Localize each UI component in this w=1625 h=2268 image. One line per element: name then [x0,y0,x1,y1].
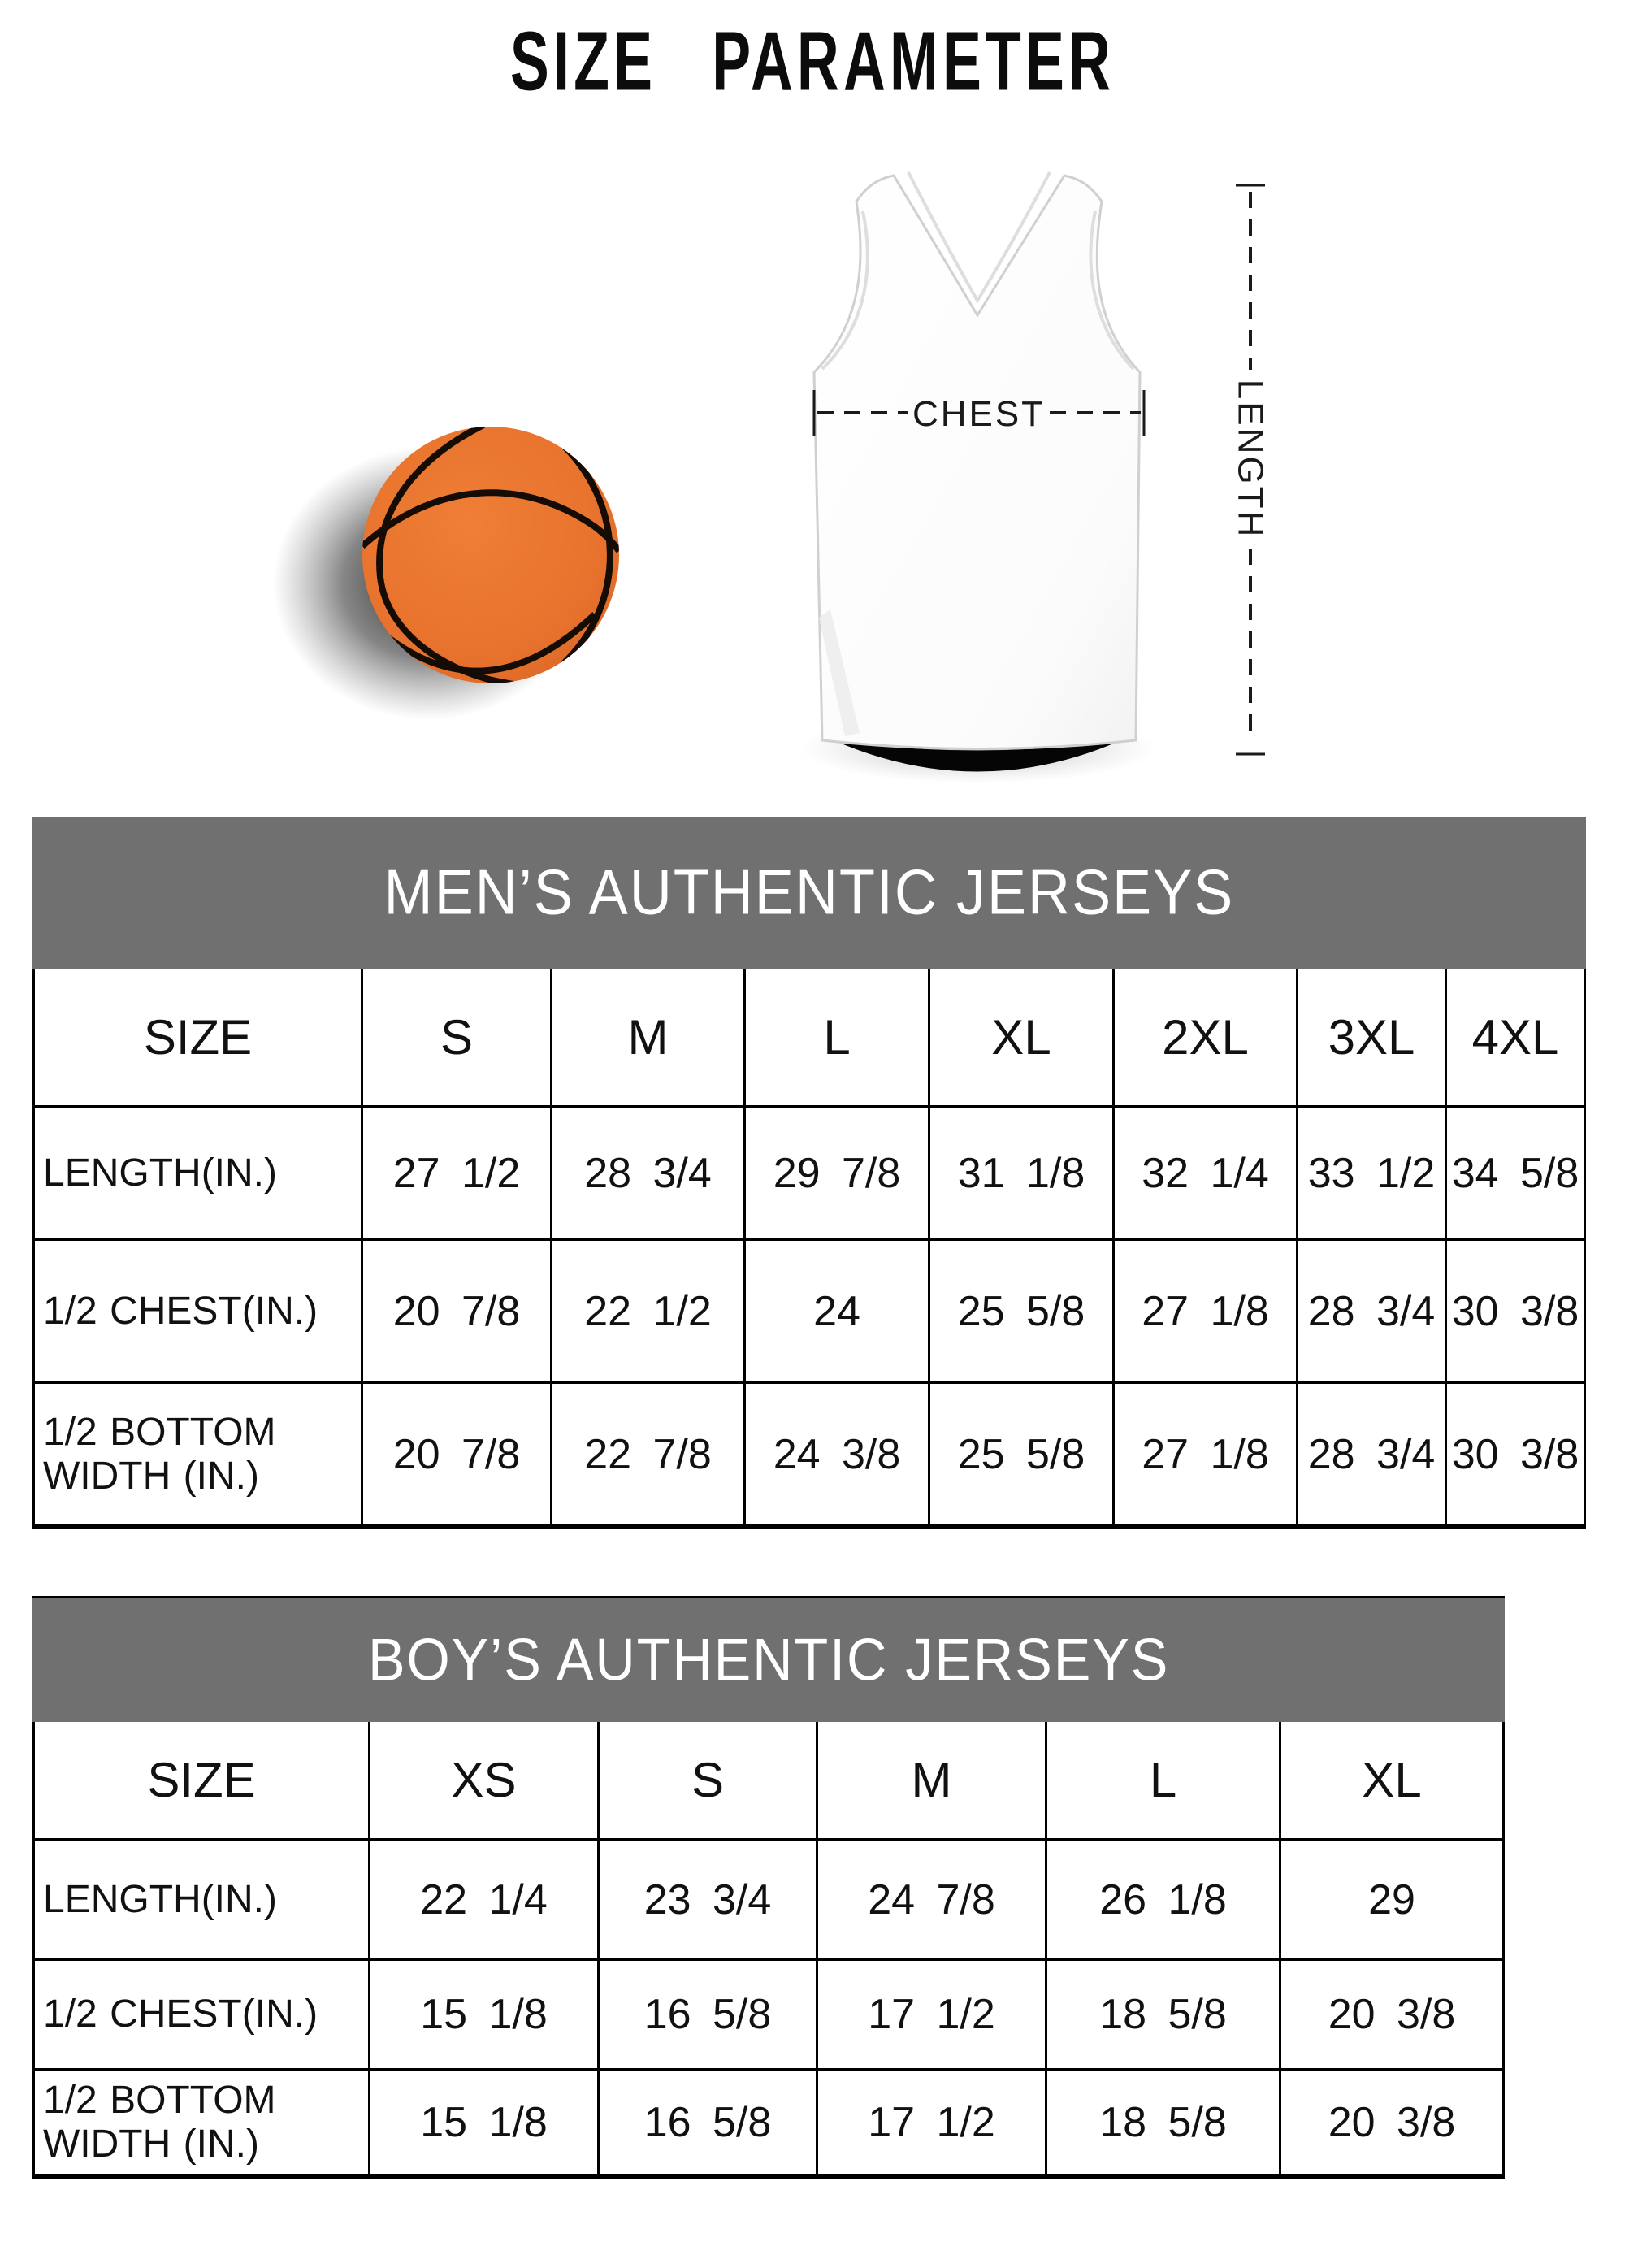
mens-length-m: 28 3/4 [552,1108,746,1241]
boys-col-xl: XL [1281,1722,1505,1841]
mens-bottom-xl: 25 5/8 [930,1384,1115,1529]
boys-chest-l: 18 5/8 [1047,1961,1281,2071]
mens-table-title: MEN’S AUTHENTIC JERSEYS [384,857,1235,928]
mens-col-m: M [552,969,746,1108]
mens-col-l: L [746,969,930,1108]
mens-col-xl: XL [930,969,1115,1108]
boys-bottom-xs: 15 1/8 [370,2071,600,2179]
mens-length-2xl: 32 1/4 [1115,1108,1298,1241]
mens-chest-l: 24 [746,1241,930,1384]
mens-bottom-l: 24 3/8 [746,1384,930,1529]
mens-size-table [32,817,1586,1529]
boys-bottom-l: 18 5/8 [1047,2071,1281,2179]
boys-row-label-length: LENGTH(IN.) [35,1841,370,1961]
basketball-illustration [273,425,619,720]
boys-table-title: BOY’S AUTHENTIC JERSEYS [367,1627,1170,1693]
boys-length-s: 23 3/4 [600,1841,818,1961]
mens-chest-4xl: 30 3/8 [1447,1241,1586,1384]
mens-chest-2xl: 27 1/8 [1115,1241,1298,1384]
mens-col-2xl: 2XL [1115,969,1298,1108]
mens-length-3xl: 33 1/2 [1298,1108,1447,1241]
jersey-illustration [799,172,1156,783]
boys-chest-xl: 20 3/8 [1281,1961,1505,2071]
boys-col-xs: XS [370,1722,600,1841]
boys-length-xl: 29 [1281,1841,1505,1961]
mens-table-header [32,817,1586,969]
mens-bottom-m: 22 7/8 [552,1384,746,1529]
mens-row-label-bottom: 1/2 BOTTOM WIDTH (IN.) [35,1384,363,1529]
chest-dimension-label: CHEST [912,394,1046,434]
boys-size-table [32,1596,1505,2179]
boys-table-header [32,1596,1505,1722]
mens-col-4xl: 4XL [1447,969,1586,1108]
mens-col-s: S [363,969,552,1108]
page-title: SIZE PARAMETER [509,14,1116,108]
boys-length-m: 24 7/8 [818,1841,1047,1961]
boys-bottom-xl: 20 3/8 [1281,2071,1505,2179]
boys-length-xs: 22 1/4 [370,1841,600,1961]
mens-row-label-length: LENGTH(IN.) [35,1108,363,1241]
boys-bottom-m: 17 1/2 [818,2071,1047,2179]
mens-table-grid [32,969,1586,1529]
mens-chest-m: 22 1/2 [552,1241,746,1384]
boys-col-m: M [818,1722,1047,1841]
boys-row-label-bottom: 1/2 BOTTOM WIDTH (IN.) [35,2071,370,2179]
mens-row-label-chest: 1/2 CHEST(IN.) [35,1241,363,1384]
mens-bottom-3xl: 28 3/4 [1298,1384,1447,1529]
boys-chest-s: 16 5/8 [600,1961,818,2071]
mens-length-l: 29 7/8 [746,1108,930,1241]
boys-bottom-s: 16 5/8 [600,2071,818,2179]
boys-row-label-chest: 1/2 CHEST(IN.) [35,1961,370,2071]
mens-col-3xl: 3XL [1298,969,1447,1108]
boys-table-grid [32,1722,1505,2179]
boys-chest-xs: 15 1/8 [370,1961,600,2071]
size-diagram [244,98,1381,796]
mens-length-xl: 31 1/8 [930,1108,1115,1241]
mens-bottom-4xl: 30 3/8 [1447,1384,1586,1529]
mens-bottom-2xl: 27 1/8 [1115,1384,1298,1529]
boys-col-s: S [600,1722,818,1841]
length-dimension-label: LENGTH [1230,379,1271,540]
mens-length-s: 27 1/2 [363,1108,552,1241]
mens-chest-s: 20 7/8 [363,1241,552,1384]
boys-length-l: 26 1/8 [1047,1841,1281,1961]
mens-length-4xl: 34 5/8 [1447,1108,1586,1241]
boys-chest-m: 17 1/2 [818,1961,1047,2071]
mens-col-size: SIZE [35,969,363,1108]
mens-bottom-s: 20 7/8 [363,1384,552,1529]
boys-col-size: SIZE [35,1722,370,1841]
mens-chest-3xl: 28 3/4 [1298,1241,1447,1384]
mens-chest-xl: 25 5/8 [930,1241,1115,1384]
boys-col-l: L [1047,1722,1281,1841]
